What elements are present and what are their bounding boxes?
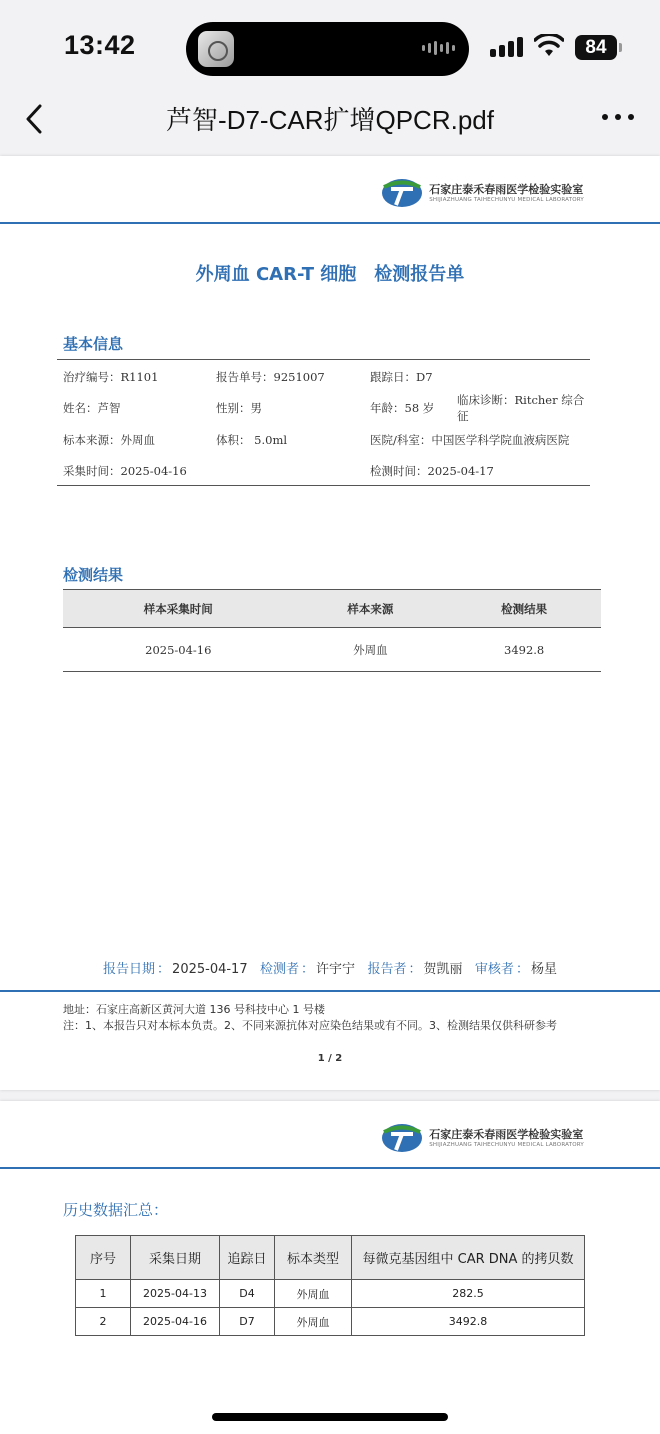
collection-time: 采集时间：2025-04-16 [63, 464, 187, 478]
cell-index: 1 [76, 1280, 131, 1308]
lab-logo [381, 178, 584, 208]
hospital-department: 医院/科室：中国医学科学院血液病医院 [370, 433, 570, 447]
home-indicator[interactable] [212, 1413, 448, 1421]
reviewer-label: 审核者 [474, 962, 514, 977]
reviewer-name: 杨星 [530, 962, 557, 977]
report-note: 注：1、本报告只对本标本负责。2、不同来源抗体对应染色结果或有不同。3、检测结果仅供科研参考 [63, 1019, 557, 1032]
results-table [63, 589, 601, 672]
lab-logo-mark-icon [381, 178, 423, 208]
basic-info-heading: 基本信息 [63, 335, 124, 353]
table-header-row [63, 590, 601, 628]
battery-tip [619, 43, 622, 52]
column-header: 样本来源 [294, 590, 448, 628]
signature-line: 报告日期 ： 2025-04-17 检测者 ： 许宇宁 报告者 ： 贺凯丽 审核者 ： 杨星 [103, 962, 557, 977]
report-date: 2025-04-17 [172, 962, 248, 977]
cell-sample-type: 外周血 [275, 1280, 352, 1308]
pdf-page-2[interactable] [0, 1101, 660, 1434]
table-row [76, 1308, 585, 1336]
battery-icon: 84 [575, 35, 617, 60]
cell-tracking-day: D4 [220, 1280, 275, 1308]
patient-name: 姓名：芦智 [63, 401, 121, 415]
lab-name-cn: 石家庄泰禾春雨医学检验实验室 [429, 1127, 584, 1141]
patient-age: 年龄：58 岁 [370, 401, 435, 415]
tester-name: 许宇宁 [316, 962, 356, 977]
more-options-icon[interactable] [602, 114, 634, 120]
tester-label: 检测者 [260, 962, 300, 977]
test-time: 检测时间：2025-04-17 [370, 464, 494, 478]
column-header: 序号 [76, 1236, 131, 1280]
report-date-label: 报告日期 [103, 962, 156, 977]
cell-collection-time: 2025-04-16 [63, 628, 294, 672]
page-number: 1 / 2 [317, 1053, 343, 1064]
divider [57, 359, 590, 360]
cell-sample-source: 外周血 [294, 628, 448, 672]
wifi-icon [534, 34, 564, 58]
cell-result: 3492.8 [447, 628, 601, 672]
clinical-diagnosis: 临床诊断：Ritcher 综合征 [457, 393, 585, 423]
report-number: 报告单号：9251007 [216, 370, 325, 384]
cell-copies: 3492.8 [352, 1308, 585, 1336]
column-header: 追踪日 [220, 1236, 275, 1280]
reporter-label: 报告者 [367, 962, 407, 977]
footer-rule [0, 990, 660, 992]
lab-name-en: SHIJIAZHUANG TAIHECHUNYU MEDICAL LABORATORY [429, 196, 584, 203]
column-header: 标本类型 [275, 1236, 352, 1280]
header-rule [0, 222, 660, 224]
results-heading: 检测结果 [63, 566, 124, 584]
audio-waveform-icon [422, 41, 455, 55]
lab-logo-mark-icon [381, 1123, 423, 1153]
history-table [75, 1235, 585, 1336]
now-playing-app-icon [198, 31, 234, 67]
column-header: 采集日期 [131, 1236, 220, 1280]
divider [57, 485, 590, 486]
patient-gender: 性别：男 [216, 401, 262, 415]
treatment-number: 治疗编号：R1101 [63, 370, 159, 384]
table-row [63, 628, 601, 672]
column-header: 检测结果 [447, 590, 601, 628]
header-rule [0, 1167, 660, 1169]
cell-date: 2025-04-16 [131, 1308, 220, 1336]
document-title: 芦智-D7-CAR扩增QPCR.pdf [166, 105, 494, 135]
status-bar [0, 0, 660, 92]
lab-address: 地址：石家庄高新区黄河大道 136 号科技中心 1 号楼 [63, 1003, 325, 1016]
sample-volume: 体积： 5.0ml [216, 433, 288, 447]
history-heading: 历史数据汇总： [63, 1201, 169, 1219]
sample-source: 标本来源：外周血 [63, 433, 155, 447]
lab-name-cn: 石家庄泰禾春雨医学检验实验室 [429, 182, 584, 196]
cell-index: 2 [76, 1308, 131, 1336]
table-row [76, 1280, 585, 1308]
nav-bar [0, 92, 660, 148]
tracking-day: 跟踪日：D7 [370, 370, 433, 384]
cell-tracking-day: D7 [220, 1308, 275, 1336]
column-header: 每微克基因组中 CAR DNA 的拷贝数 [352, 1236, 585, 1280]
pdf-page-1[interactable] [0, 156, 660, 1090]
status-time: 13:42 [64, 30, 136, 60]
cell-sample-type: 外周血 [275, 1308, 352, 1336]
dynamic-island[interactable] [186, 22, 469, 76]
column-header: 样本采集时间 [63, 590, 294, 628]
report-title: 外周血 CAR-T 细胞 检测报告单 [195, 264, 465, 285]
lab-logo [381, 1123, 584, 1153]
lab-name-en: SHIJIAZHUANG TAIHECHUNYU MEDICAL LABORATORY [429, 1141, 584, 1148]
table-header-row [76, 1236, 585, 1280]
reporter-name: 贺凯丽 [423, 962, 463, 977]
cellular-signal-icon [490, 37, 523, 57]
cell-date: 2025-04-13 [131, 1280, 220, 1308]
cell-copies: 282.5 [352, 1280, 585, 1308]
